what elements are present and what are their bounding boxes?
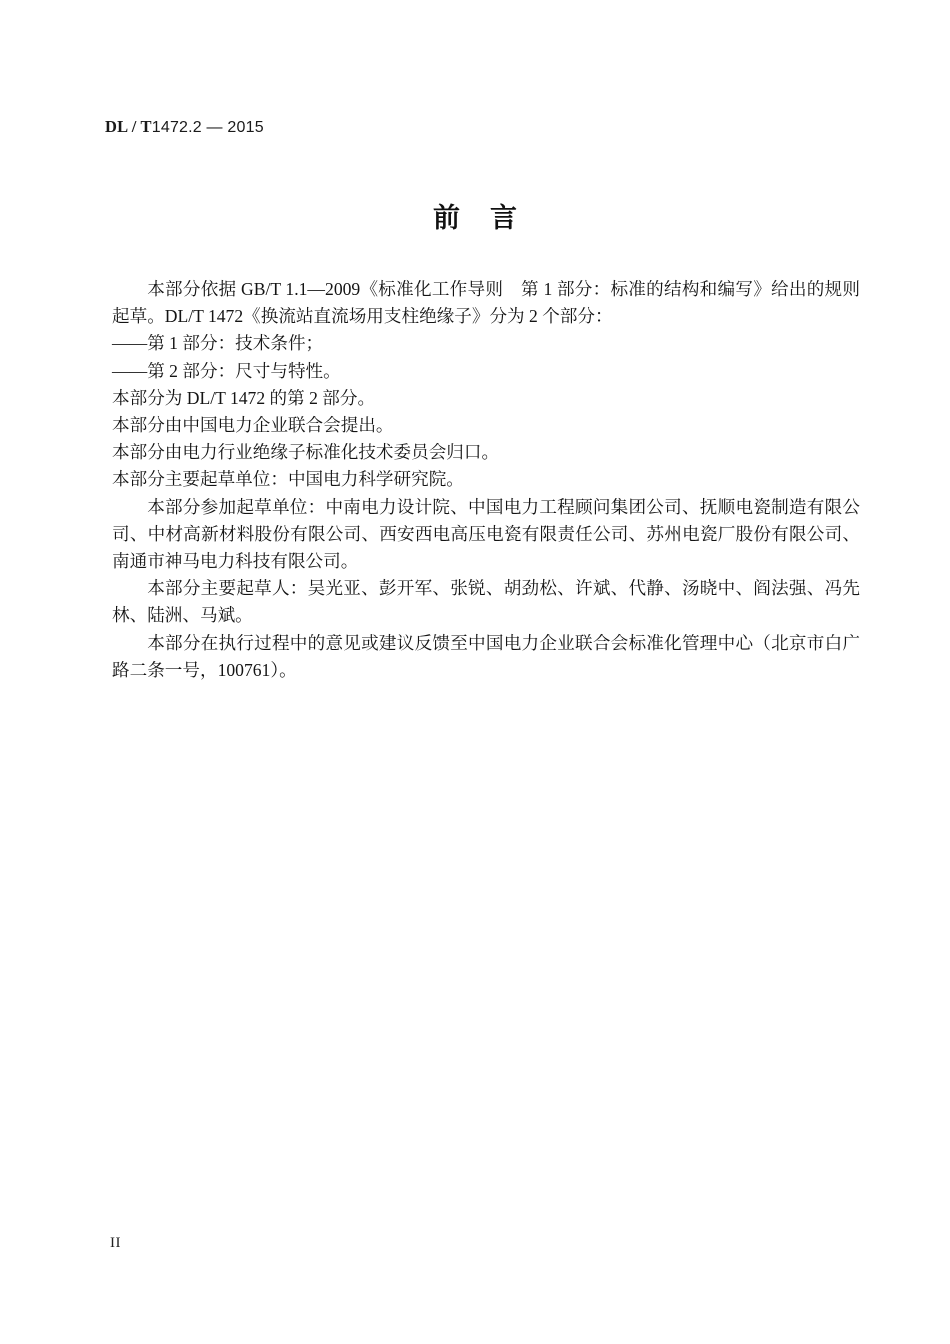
line-proposed-by: 本部分由中国电力企业联合会提出。 (112, 415, 394, 436)
standard-prefix: DL / T (105, 117, 152, 136)
paragraph-feedback-address: 本部分在执行过程中的意见或建议反馈至中国电力企业联合会标准化管理中心（北京市白广路二条一号，100761）。 (112, 632, 860, 680)
foreword-body (112, 276, 860, 684)
line-administered-by: 本部分由电力行业绝缘子标准化技术委员会归口。 (112, 442, 500, 463)
standard-number: 1472.2 — 2015 (151, 119, 264, 136)
paragraph-participating-units: 本部分参加起草单位：中南电力设计院、中国电力工程顾问集团公司、抚顺电瓷制造有限公司、中材高新材料股份有限公司、西安西电高压电瓷有限责任公司、苏州电瓷厂股份有限公司、南通市神马电力科技有限公司。 (112, 496, 860, 572)
paragraph-basis: 本部分依据 GB/T 1.1—2009《标准化工作导则 第 1 部分：标准的结构和编写》给出的规则起草。DL/T 1472《换流站直流场用支柱绝缘子》分为 2 个部分： (112, 279, 860, 327)
list-item-part-2: ——第 2 部分：尺寸与特性。 (112, 360, 341, 381)
list-item-part-1: ——第 1 部分：技术条件； (112, 333, 324, 354)
running-header (105, 117, 264, 137)
line-main-drafting-unit: 本部分主要起草单位：中国电力科学研究院。 (112, 469, 464, 490)
page-number: II (110, 1235, 121, 1251)
page-title: 前言 (433, 203, 547, 234)
paragraph-main-drafters: 本部分主要起草人：吴光亚、彭开军、张锐、胡劲松、许斌、代静、汤晓中、阎法强、冯先林、陆洲、马斌。 (112, 578, 860, 626)
line-part-of-standard: 本部分为 DL/T 1472 的第 2 部分。 (112, 387, 376, 408)
